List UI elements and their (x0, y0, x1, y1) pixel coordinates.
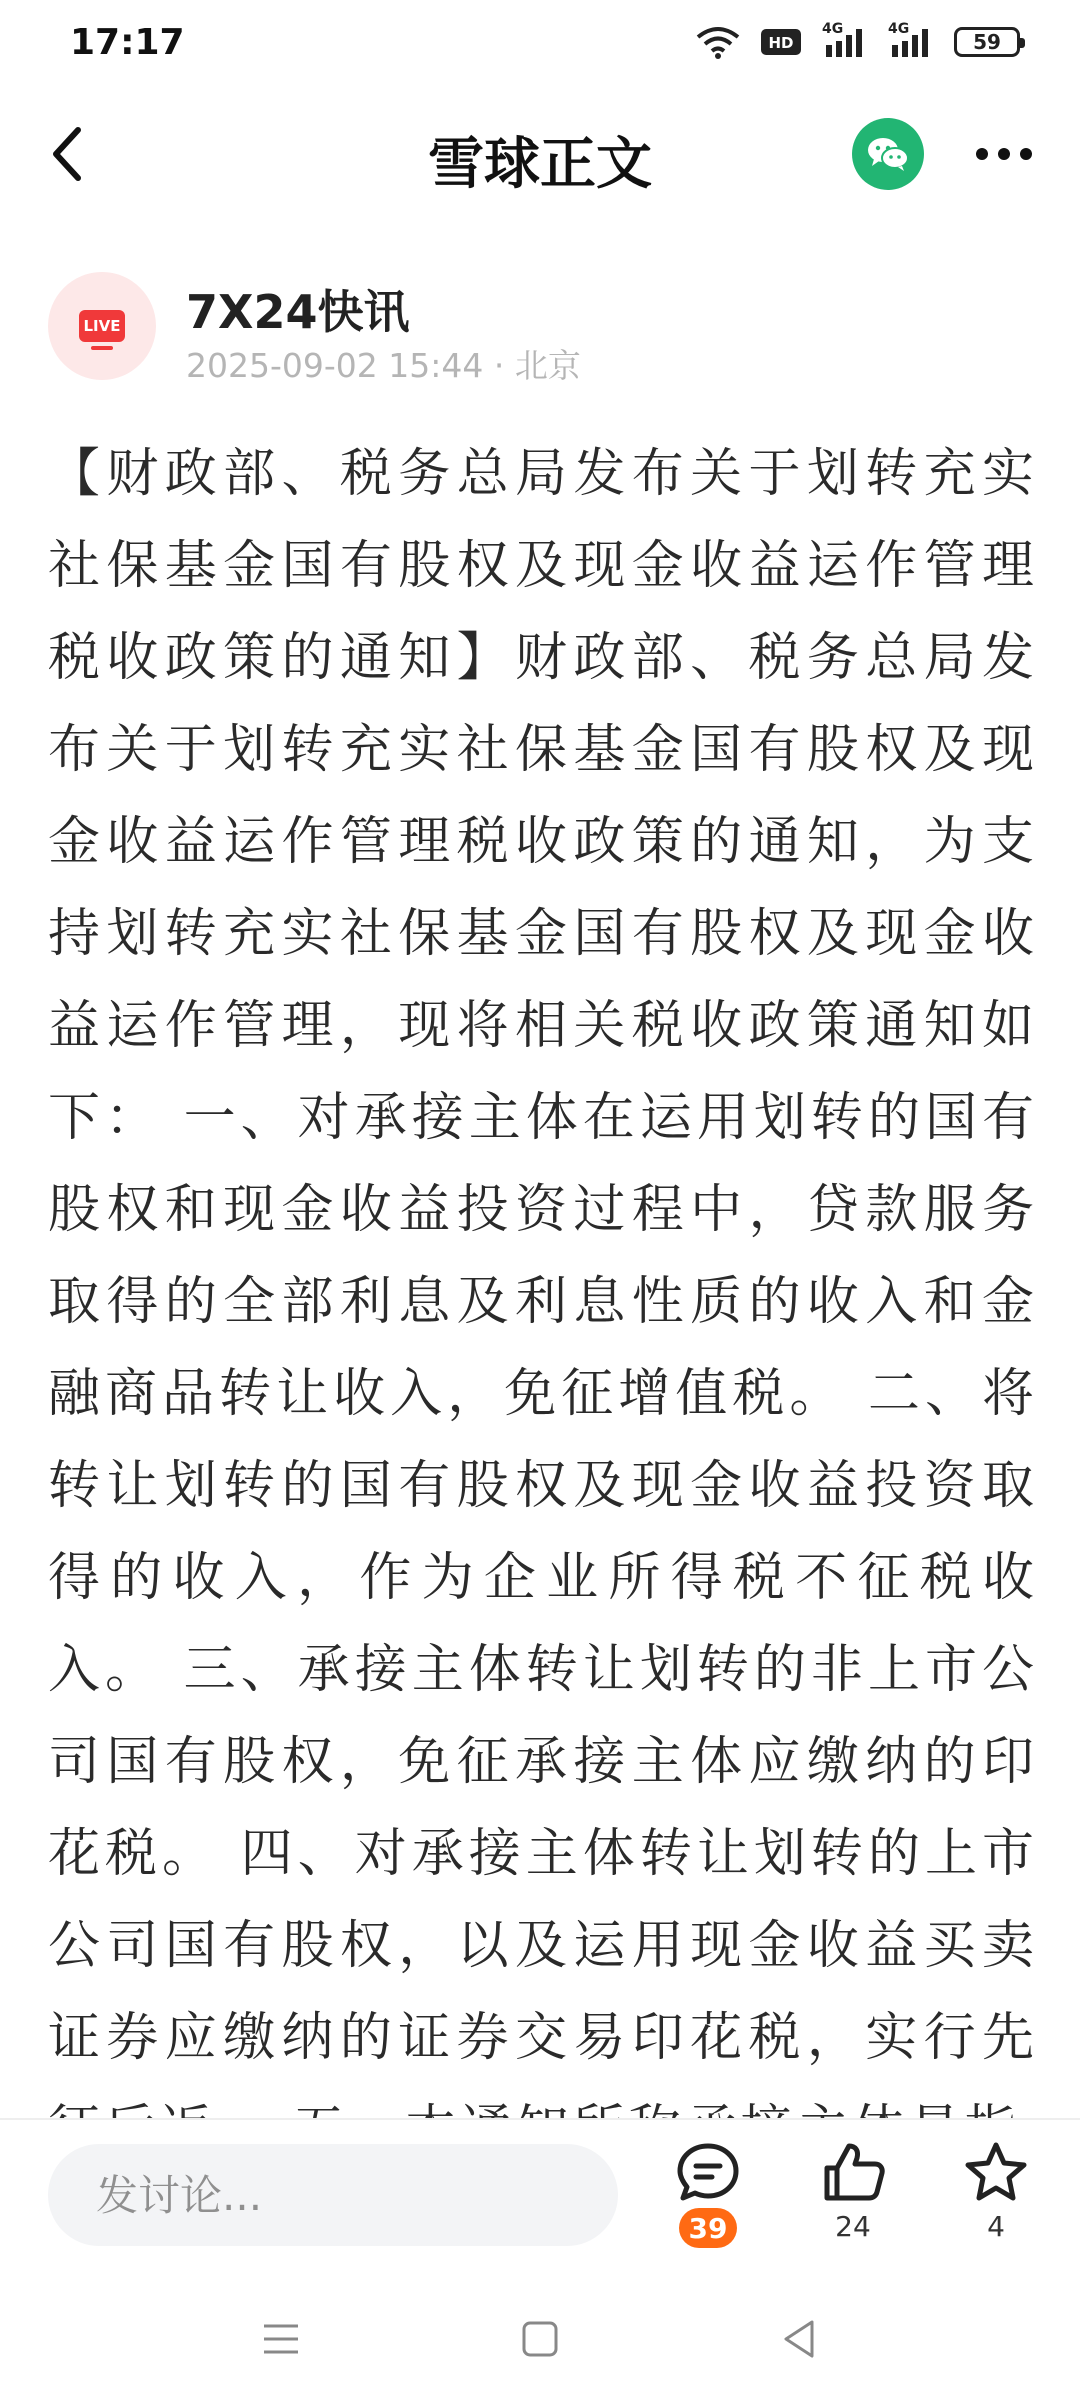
comment-bubble-icon (674, 2140, 742, 2204)
post-meta: 2025-09-02 15:44 · 北京 (186, 346, 581, 385)
nav-bar (0, 90, 1080, 220)
svg-text:HD: HD (768, 34, 794, 52)
menu-button[interactable] (256, 2314, 306, 2364)
article-body: 【财政部、税务总局发布关于划转充实社保基金国有股权及现金收益运作管理税收政策的通知】财政部、税务总局发布关于划转充实社保基金国有股权及现金收益运作管理税收政策的通知，为支持划转充实社保基金国有股权及现金收益运作管理，现将相关税收政策通知如下： 一、对承接主体在运用划转的国有股权和现金收益投资过程中，贷款服务取得的全部利息及利息性质的收入和金融商品转让收入，免征增值税。 二、将转让划转的国有股权及现金收益投资取得的收入，作为企业所得税不征税收入。 三、承接主体转让划转的非上市公司国有股权，免征承接主体应缴纳的印花税。 四、对承接主体转让划转的上市公司国有股权，以及运用现金收益买卖证券应缴纳的证券交易印花税，实行先 (48, 444, 1038, 2068)
menu-icon (256, 2314, 306, 2364)
live-icon: LIVE (79, 310, 125, 342)
page-title: 雪球正文 (428, 132, 652, 197)
status-bar (0, 0, 1080, 84)
more-button[interactable] (972, 128, 1036, 180)
author-name[interactable]: 7X24快讯 (186, 285, 410, 339)
comments-button[interactable] (658, 2140, 758, 2260)
favorite-button[interactable] (946, 2140, 1046, 2260)
battery-indicator (954, 27, 1020, 57)
like-button[interactable] (803, 2140, 903, 2260)
hd-icon (760, 27, 802, 57)
avatar[interactable] (48, 272, 156, 380)
status-icons (696, 21, 1020, 59)
triangle-back-icon (774, 2314, 824, 2364)
status-time: 17:17 (70, 21, 185, 63)
wechat-icon (866, 134, 910, 174)
wechat-share-button[interactable] (852, 118, 924, 190)
signal-1-icon: 4G (822, 25, 868, 59)
home-button[interactable] (515, 2314, 565, 2364)
bottom-action-bar (0, 2118, 1080, 2278)
battery-level: 59 (973, 30, 1001, 54)
system-back-button[interactable] (774, 2314, 824, 2364)
comments-count-badge: 39 (679, 2208, 737, 2248)
favorites-count: 4 (987, 2210, 1005, 2243)
star-icon (962, 2140, 1030, 2204)
system-navigation-bar (0, 2278, 1080, 2400)
author-header (48, 272, 1038, 385)
likes-count: 24 (835, 2210, 871, 2243)
thumbs-up-icon (819, 2140, 887, 2204)
more-dots-icon (972, 128, 1036, 180)
wifi-icon (696, 25, 740, 59)
signal-2-icon: 4G (888, 25, 934, 59)
comment-input[interactable] (48, 2144, 618, 2246)
home-square-icon (515, 2314, 565, 2364)
